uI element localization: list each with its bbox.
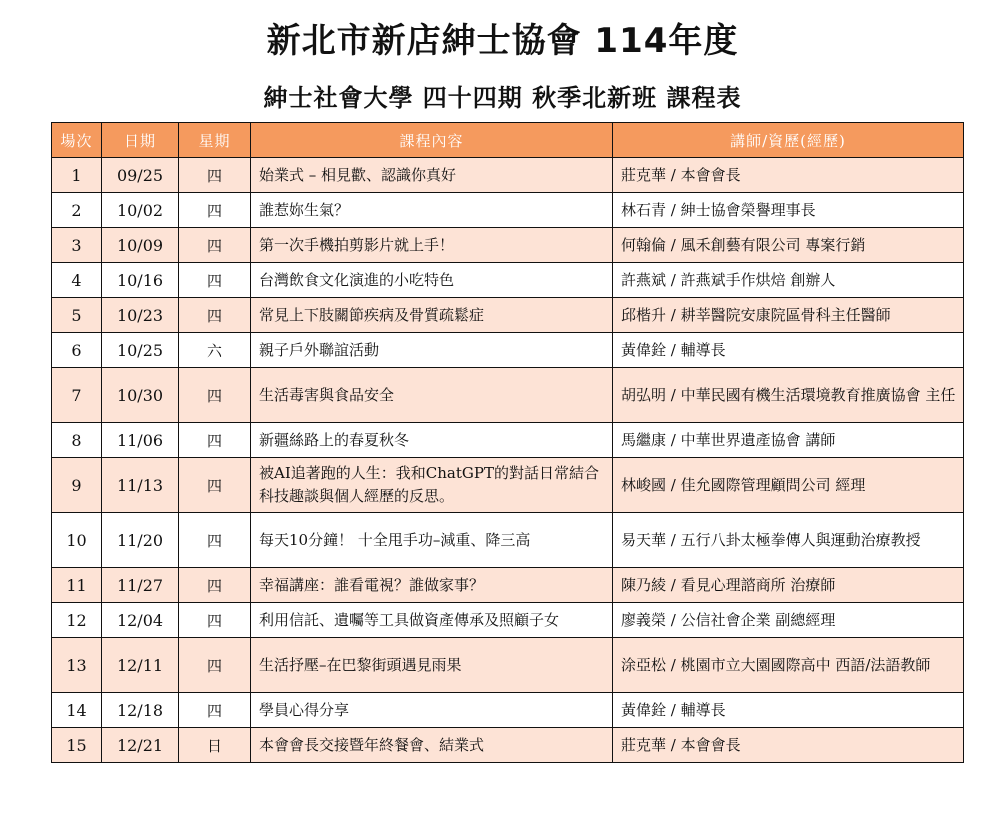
table-row [52, 693, 964, 728]
session-number: 7 [52, 368, 102, 423]
session-date: 12/18 [102, 693, 179, 728]
session-number: 10 [52, 513, 102, 568]
session-weekday: 四 [179, 263, 251, 298]
session-date: 11/20 [102, 513, 179, 568]
page-title: 新北市新店紳士協會 114年度 [266, 21, 739, 61]
session-course: 生活毒害與食品安全 [251, 368, 613, 423]
header-course: 課程內容 [251, 123, 613, 158]
session-teacher: 黃偉銓 / 輔導長 [613, 693, 964, 728]
session-course: 第一次手機拍剪影片就上手！ [251, 228, 613, 263]
header-session: 場次 [52, 123, 102, 158]
session-course: 台灣飲食文化演進的小吃特色 [251, 263, 613, 298]
session-weekday: 四 [179, 638, 251, 693]
table-row [52, 568, 964, 603]
session-date: 11/06 [102, 423, 179, 458]
table-row [52, 158, 964, 193]
session-weekday: 四 [179, 513, 251, 568]
session-date: 12/11 [102, 638, 179, 693]
session-teacher: 廖義榮 / 公信社會企業 副總經理 [613, 603, 964, 638]
session-number: 8 [52, 423, 102, 458]
session-weekday: 四 [179, 368, 251, 423]
session-weekday: 日 [179, 728, 251, 763]
session-course: 新疆絲路上的春夏秋冬 [251, 423, 613, 458]
session-number: 6 [52, 333, 102, 368]
session-date: 10/02 [102, 193, 179, 228]
session-weekday: 六 [179, 333, 251, 368]
session-teacher: 林石青 / 紳士協會榮譽理事長 [613, 193, 964, 228]
session-date: 10/16 [102, 263, 179, 298]
table-row [52, 513, 964, 568]
session-course: 被AI追著跑的人生：我和ChatGPT的對話日常結合科技趣談與個人經歷的反思。 [251, 458, 613, 513]
session-teacher: 馬繼康 / 中華世界遺產協會 講師 [613, 423, 964, 458]
session-number: 14 [52, 693, 102, 728]
session-weekday: 四 [179, 158, 251, 193]
session-date: 10/30 [102, 368, 179, 423]
session-date: 10/25 [102, 333, 179, 368]
session-date: 10/23 [102, 298, 179, 333]
table-row [52, 193, 964, 228]
table-row [52, 638, 964, 693]
session-course: 生活抒壓–在巴黎街頭遇見雨果 [251, 638, 613, 693]
table-row [52, 298, 964, 333]
session-date: 12/21 [102, 728, 179, 763]
session-number: 2 [52, 193, 102, 228]
session-teacher: 黃偉銓 / 輔導長 [613, 333, 964, 368]
table-row [52, 728, 964, 763]
session-weekday: 四 [179, 228, 251, 263]
table-row [52, 228, 964, 263]
session-date: 10/09 [102, 228, 179, 263]
session-teacher: 莊克華 / 本會會長 [613, 728, 964, 763]
table-row [52, 368, 964, 423]
session-course: 常見上下肢關節疾病及骨質疏鬆症 [251, 298, 613, 333]
session-teacher: 林峻國 / 佳允國際管理顧問公司 經理 [613, 458, 964, 513]
page-subtitle: 紳士社會大學 四十四期 秋季北新班 課程表 [263, 84, 742, 112]
schedule-table [51, 122, 964, 763]
session-number: 12 [52, 603, 102, 638]
session-date: 09/25 [102, 158, 179, 193]
session-teacher: 涂亞松 / 桃園市立大園國際高中 西語/法語教師 [613, 638, 964, 693]
session-teacher: 許燕斌 / 許燕斌手作烘焙 創辦人 [613, 263, 964, 298]
session-number: 1 [52, 158, 102, 193]
table-row [52, 458, 964, 513]
session-number: 9 [52, 458, 102, 513]
session-course: 每天10分鐘！ 十全甩手功–減重、降三高 [251, 513, 613, 568]
table-row [52, 603, 964, 638]
session-number: 4 [52, 263, 102, 298]
session-number: 11 [52, 568, 102, 603]
session-teacher: 易天華 / 五行八卦太極拳傳人與運動治療教授 [613, 513, 964, 568]
session-number: 15 [52, 728, 102, 763]
session-weekday: 四 [179, 298, 251, 333]
session-course: 本會會長交接暨年終餐會、結業式 [251, 728, 613, 763]
table-row [52, 423, 964, 458]
session-number: 5 [52, 298, 102, 333]
session-course: 幸福講座：誰看電視？誰做家事？ [251, 568, 613, 603]
header-date: 日期 [102, 123, 179, 158]
table-header-row [52, 123, 964, 158]
session-course: 始業式 – 相見歡、認識你真好 [251, 158, 613, 193]
session-number: 3 [52, 228, 102, 263]
session-course: 利用信託、遺囑等工具做資產傳承及照顧子女 [251, 603, 613, 638]
session-teacher: 胡弘明 / 中華民國有機生活環境教育推廣協會 主任 [613, 368, 964, 423]
session-teacher: 陳乃綾 / 看見心理諮商所 治療師 [613, 568, 964, 603]
table-row [52, 263, 964, 298]
session-weekday: 四 [179, 568, 251, 603]
session-course: 親子戶外聯誼活動 [251, 333, 613, 368]
session-weekday: 四 [179, 458, 251, 513]
session-teacher: 邱楷升 / 耕莘醫院安康院區骨科主任醫師 [613, 298, 964, 333]
session-teacher: 莊克華 / 本會會長 [613, 158, 964, 193]
session-course: 學員心得分享 [251, 693, 613, 728]
header-teacher: 講師/資歷(經歷) [613, 123, 964, 158]
session-weekday: 四 [179, 193, 251, 228]
session-weekday: 四 [179, 603, 251, 638]
session-teacher: 何翰倫 / 風禾創藝有限公司 專案行銷 [613, 228, 964, 263]
table-row [52, 333, 964, 368]
session-date: 11/13 [102, 458, 179, 513]
session-date: 12/04 [102, 603, 179, 638]
header-weekday: 星期 [179, 123, 251, 158]
session-weekday: 四 [179, 693, 251, 728]
session-course: 誰惹妳生氣？ [251, 193, 613, 228]
session-date: 11/27 [102, 568, 179, 603]
session-number: 13 [52, 638, 102, 693]
session-weekday: 四 [179, 423, 251, 458]
